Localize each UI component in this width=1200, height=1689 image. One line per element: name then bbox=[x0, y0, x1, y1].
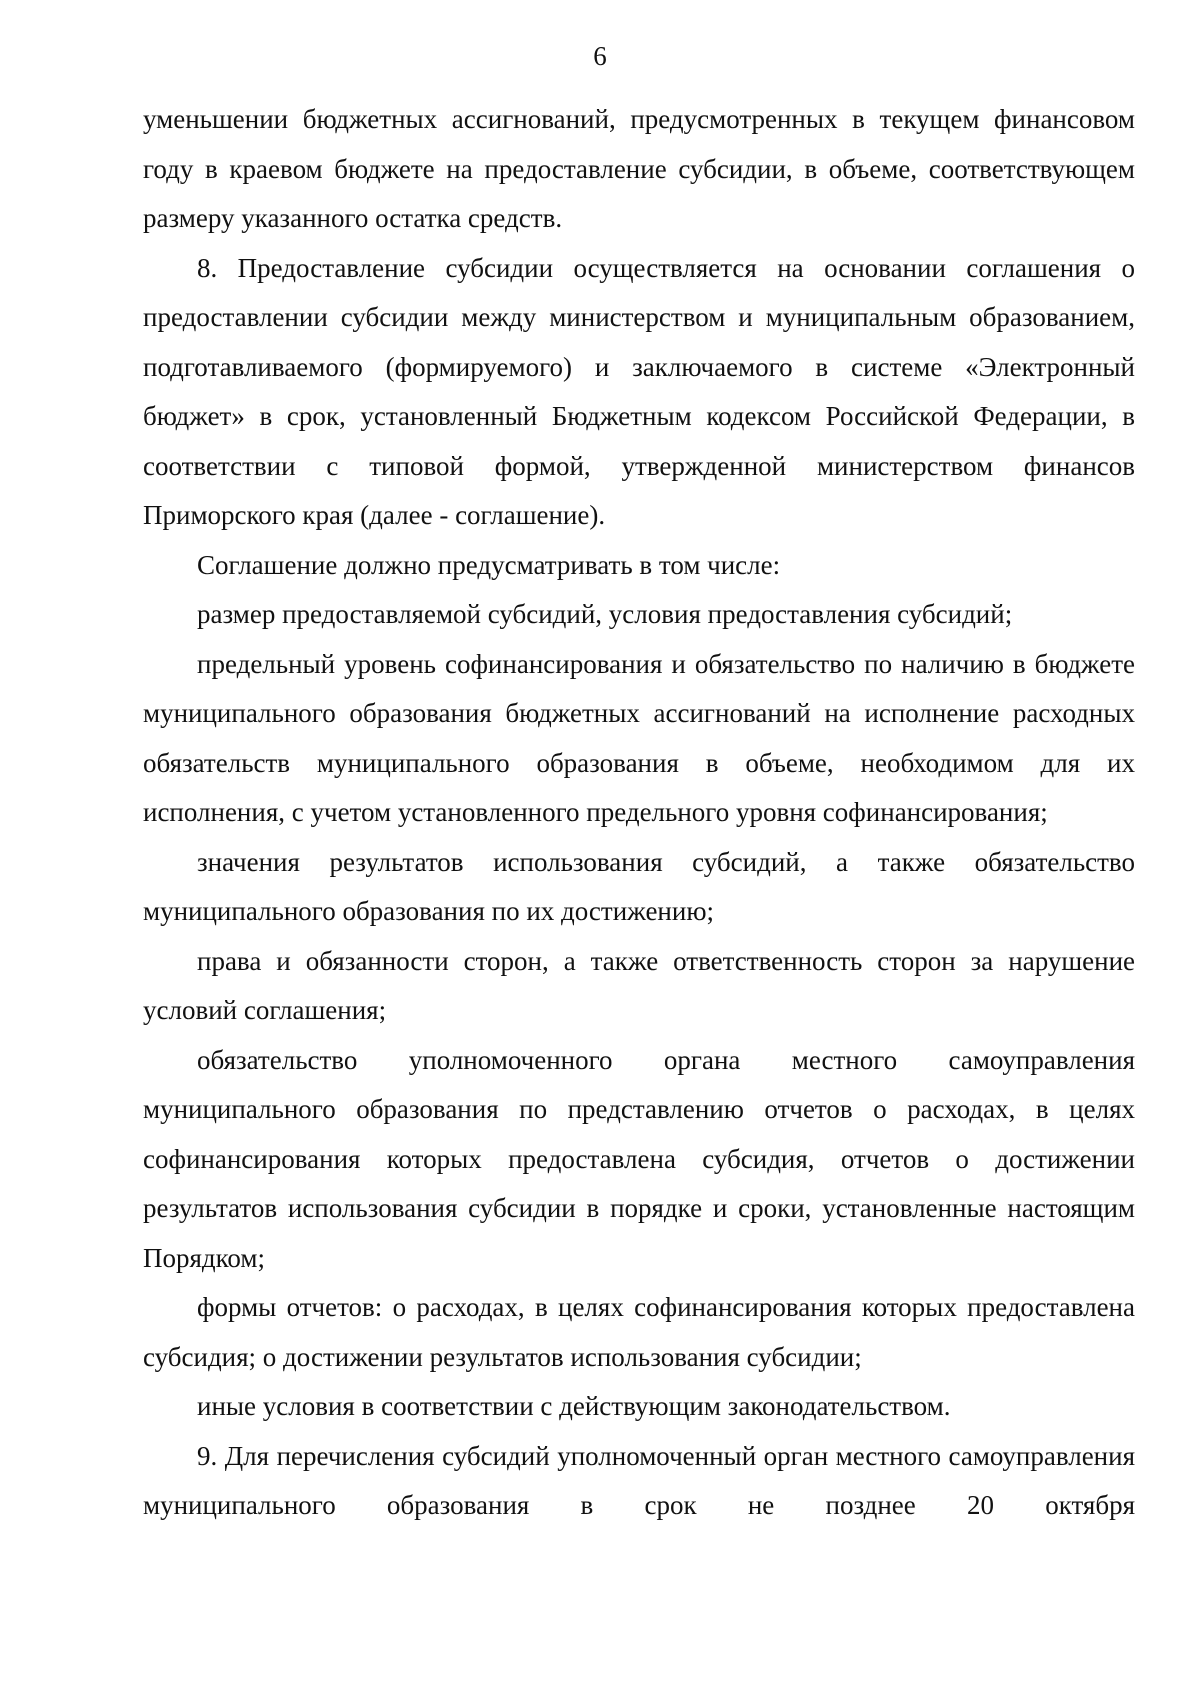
paragraph-report-forms: формы отчетов: о расходах, в целях софинансирования которых предоставлена субсидия; о достижении результатов использования субсидии; bbox=[143, 1292, 1135, 1372]
document-body bbox=[143, 95, 1135, 1531]
paragraph-continuation: уменьшении бюджетных ассигнований, предусмотренных в текущем финансовом году в краевом бюджете на предоставление субсидии, в объеме, соответствующем размеру указанного остатка средств. bbox=[143, 104, 1135, 233]
paragraph-agreement-intro: Соглашение должно предусматривать в том числе: bbox=[197, 549, 781, 580]
paragraph-results-values: значения результатов использования субсидий, а также обязательство муниципального образования по их достижению; bbox=[143, 846, 1135, 926]
paragraph-subsidy-size: размер предоставляемой субсидий, условия предоставления субсидий; bbox=[197, 599, 1013, 629]
page-number: 6 bbox=[593, 41, 607, 71]
paragraph-item-8: 8. Предоставление субсидии осуществляется на основании соглашения о предоставлении субсидии между министерством и муниципальным образованием, подготавливаемого (формируемого) и заключаемого в системе «Электронный бюджет» в срок, установленный Бюджетным кодексом Российской Федерации, в соответствии с типовой формой, утвержденной министерством финансов Приморского края (далее - соглашение). bbox=[143, 252, 1135, 530]
paragraph-cofinancing-level: предельный уровень софинансирования и обязательство по наличию в бюджете муниципального образования бюджетных ассигнований на исполнение расходных обязательств муниципального образования в объеме, необходимом для их исполнения, с учетом установленного предельного уровня софинансирования; bbox=[143, 648, 1135, 827]
paragraph-other-conditions: иные условия в соответствии с действующим законодательством. bbox=[197, 1391, 951, 1421]
paragraph-item-9: 9. Для перечисления субсидий уполномоченный орган местного самоуправления муниципального образования в срок не позднее 20 октября bbox=[143, 1440, 1135, 1520]
paragraph-rights-duties: права и обязанности сторон, а также ответственность сторон за нарушение условий соглашения; bbox=[143, 945, 1135, 1025]
paragraph-reporting-obligation: обязательство уполномоченного органа местного самоуправления муниципального образования по представлению отчетов о расходах, в целях софинансирования которых предоставлена субсидия, отчетов о достижении результатов использования субсидии в порядке и сроки, установленные настоящим Порядком; bbox=[143, 1044, 1135, 1273]
